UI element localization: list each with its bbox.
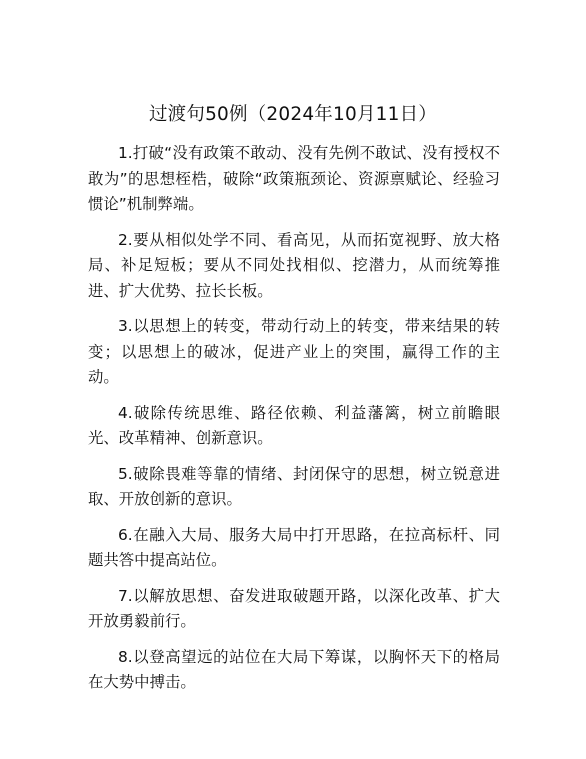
list-item: 5.破除畏难等靠的情绪、封闭保守的思想，树立锐意进取、开放创新的意识。 <box>88 464 500 508</box>
document-title: 过渡句50例（2024年10月11日） <box>148 104 437 125</box>
list-item: 3.以思想上的转变，带动行动上的转变，带来结果的转变；以思想上的破冰，促进产业上的突围，赢得工作的主动。 <box>88 317 500 386</box>
list-item: 8.以登高望远的站位在大局下筹谋，以胸怀天下的格局在大势中搏击。 <box>88 647 500 691</box>
list-item: 2.要从相似处学不同、看高见，从而拓宽视野、放大格局、补足短板；要从不同处找相似、挖潜力，从而统筹推进、扩大优势、拉长长板。 <box>88 230 500 300</box>
transition-sentence-list <box>88 141 500 706</box>
list-item: 6.在融入大局、服务大局中打开思路，在拉高标杆、同题共答中提高站位。 <box>88 525 500 569</box>
list-item: 7.以解放思想、奋发进取破题开路，以深化改革、扩大开放勇毅前行。 <box>88 586 500 630</box>
list-item: 1.打破“没有政策不敢动、没有先例不敢试、没有授权不敢为”的思想桎梏，破除“政策瓶颈论、资源禀赋论、经验习惯论”机制弊端。 <box>88 144 500 213</box>
list-item: 4.破除传统思维、路径依赖、利益藩篱，树立前瞻眼光、改革精神、创新意识。 <box>88 403 500 447</box>
